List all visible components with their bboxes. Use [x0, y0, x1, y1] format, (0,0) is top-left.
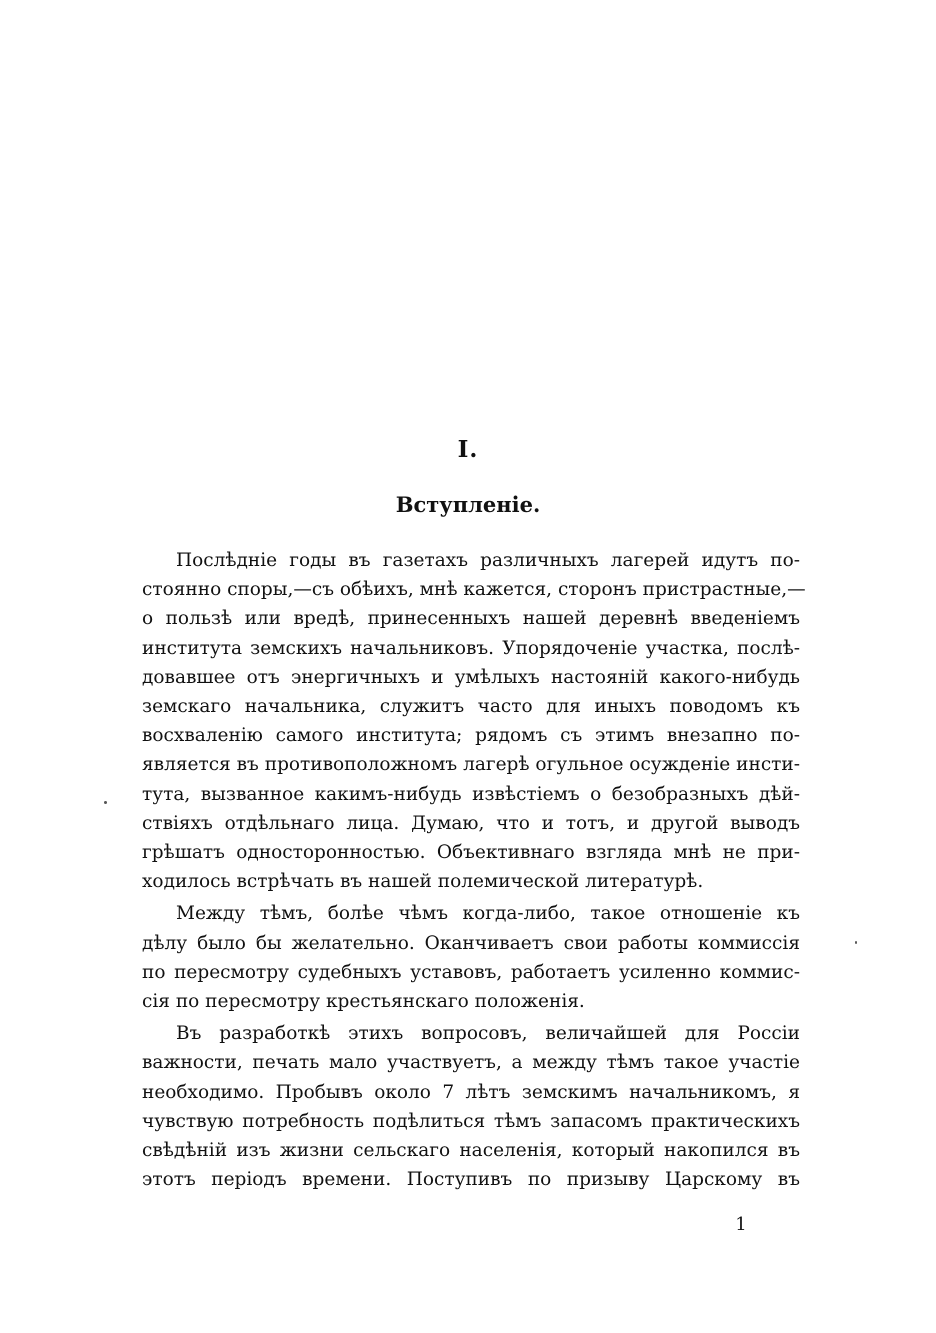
- text-line: необходимо. Пробывъ около 7 лѣтъ земскимъ начальникомъ, я: [142, 1081, 800, 1103]
- text-line: института земскихъ начальниковъ. Упорядоченіе участка, послѣ-: [142, 637, 800, 659]
- text-line: земскаго начальника, служитъ часто для иныхъ поводомъ къ: [142, 696, 800, 718]
- chapter-title: Вступленіе.: [395, 492, 541, 517]
- text-line: грѣшатъ односторонностью. Объективнаго взгляда мнѣ не при-: [142, 842, 800, 864]
- text-line: о пользѣ или вредѣ, принесенныхъ нашей деревнѣ введеніемъ: [142, 608, 800, 630]
- scan-speck: [104, 801, 107, 804]
- text-line: является въ противоположномъ лагерѣ огульное осужденіе инсти-: [142, 754, 800, 776]
- paragraph-3: [142, 1019, 800, 1194]
- paragraph-2: [142, 899, 800, 1016]
- text-line: восхваленію самого института; рядомъ съ этимъ внезапно по-: [142, 725, 800, 747]
- paragraph-1: [142, 546, 806, 896]
- text-line: ствіяхъ отдѣльнаго лица. Думаю, что и тотъ, и другой выводъ: [142, 812, 800, 834]
- scan-speck: [855, 941, 857, 944]
- text-line: Въ разработкѣ этихъ вопросовъ, величайшей для Россіи: [176, 1023, 800, 1045]
- text-line: важности, печать мало участвуетъ, а между тѣмъ такое участіе: [142, 1052, 800, 1074]
- text-line: ходилось встрѣчать въ нашей полемической литературѣ.: [142, 871, 704, 893]
- chapter-number: I.: [457, 436, 479, 463]
- text-line: стоянно споры,—съ обѣихъ, мнѣ кажется, сторонъ пристрастные,—: [142, 579, 806, 601]
- text-line: довавшее отъ энергичныхъ и умѣлыхъ настояній какого-нибудь: [142, 666, 800, 688]
- text-line: сія по пересмотру крестьянскаго положенія.: [142, 991, 585, 1013]
- text-line: Между тѣмъ, болѣе чѣмъ когда-либо, такое отношеніе къ: [176, 903, 800, 925]
- text-line: чувствую потребность подѣлиться тѣмъ запасомъ практическихъ: [142, 1110, 800, 1132]
- text-line: по пересмотру судебныхъ уставовъ, работаетъ усиленно коммис-: [142, 961, 800, 983]
- body-text: [142, 546, 806, 1197]
- page-number: 1: [735, 1214, 747, 1235]
- text-line: Послѣдніе годы въ газетахъ различныхъ лагерей идутъ по-: [176, 550, 800, 571]
- text-line: тута, вызванное какимъ-нибудь извѣстіемъ о безобразныхъ дѣй-: [142, 783, 800, 805]
- text-line: этотъ періодъ времени. Поступивъ по призыву Царскому въ: [142, 1169, 800, 1191]
- text-line: дѣлу было бы желательно. Оканчиваетъ свои работы коммиссія: [142, 932, 800, 954]
- text-line: свѣдѣній изъ жизни сельскаго населенія, который накопился въ: [142, 1140, 800, 1162]
